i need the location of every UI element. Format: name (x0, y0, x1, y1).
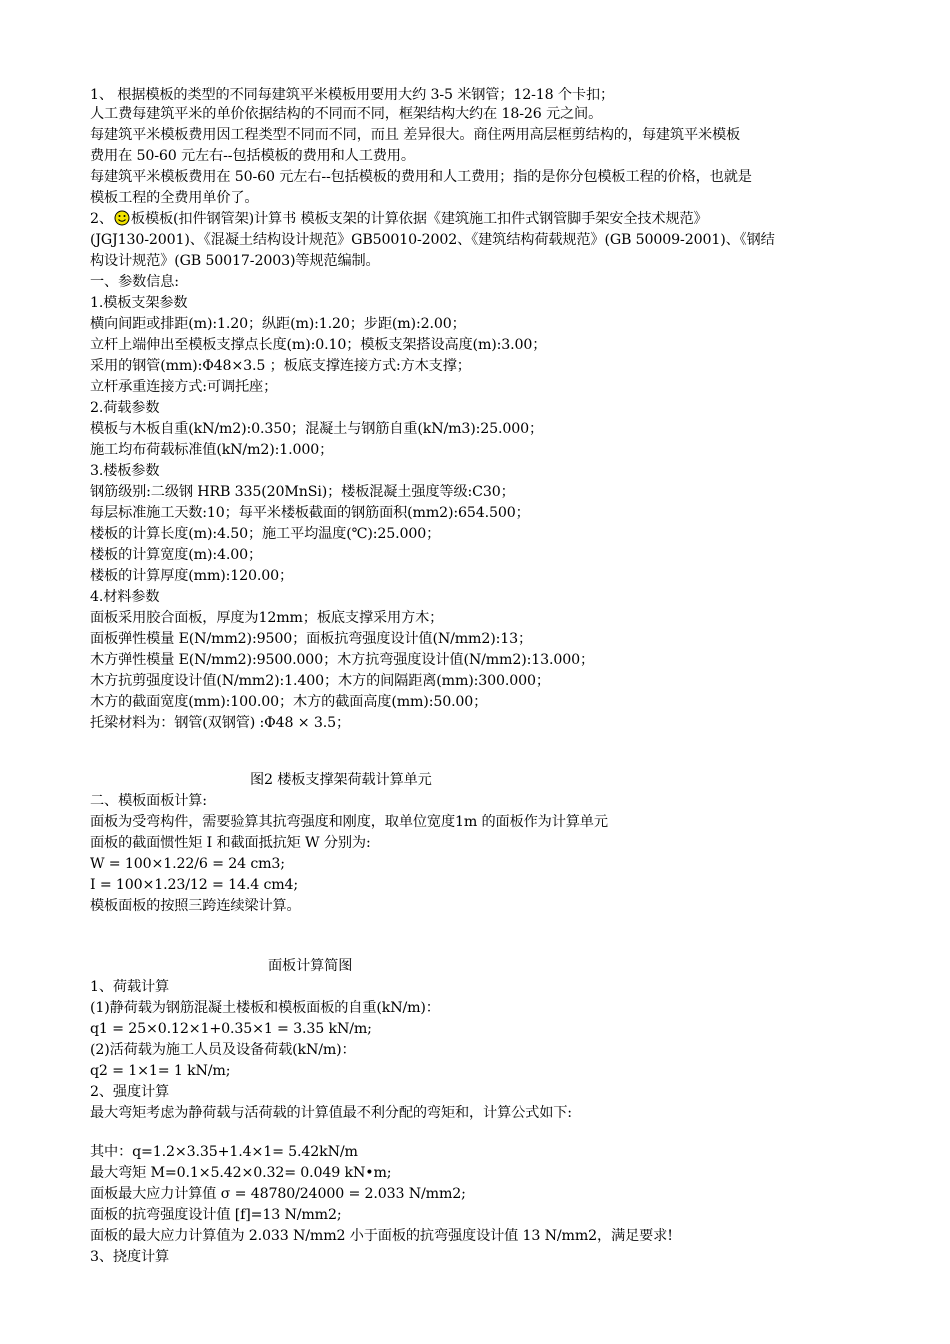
param-line: 立杆上端伸出至模板支撑点长度(m):0.10；模板支架搭设高度(m):3.00； (90, 337, 547, 353)
param-line: 横向间距或排距(m):1.20；纵距(m):1.20；步距(m):2.00； (90, 316, 466, 332)
subsection-heading: 2、强度计算 (90, 1084, 170, 1100)
formula-line: 面板的抗弯强度设计值 [f]=13 N/mm2; (90, 1207, 342, 1223)
paragraph-line: 人工费每建筑平米的单价依据结构的不同而不同，框架结构大约在 18-26 元之间。 (90, 106, 603, 122)
param-line: 面板弹性模量 E(N/mm2):9500；面板抗弯强度设计值(N/mm2):13； (90, 631, 533, 647)
formula-line: 其中：q=1.2×3.35+1.4×1= 5.42kN/m (90, 1144, 358, 1160)
param-line: 采用的钢管(mm):Φ48×3.5 ；板底支撑连接方式:方木支撑； (90, 358, 471, 374)
paragraph-line: (1)静荷载为钢筋混凝土楼板和模板面板的自重(kN/m)： (90, 1000, 440, 1016)
param-line: 托梁材料为：钢管(双钢管) :Φ48 × 3.5； (90, 715, 351, 731)
formula-line: W = 100×1.22/6 = 24 cm3; (90, 856, 285, 872)
formula-line: I = 100×1.23/12 = 14.4 cm4; (90, 877, 299, 893)
param-line: 楼板的计算宽度(m):4.00； (90, 547, 262, 563)
param-line: 木方抗剪强度设计值(N/mm2):1.400；木方的间隔距离(mm):300.000； (90, 673, 550, 689)
param-line: 楼板的计算厚度(mm):120.00； (90, 568, 294, 584)
paragraph-line: 1、 根据模板的类型的不同每建筑平米模板用要用大约 3-5 米钢管；12-18 个卡扣； (90, 87, 615, 103)
paragraph-line: 费用在 50-60 元左右--包括模板的费用和人工费用。 (90, 148, 415, 164)
paragraph-line: 面板的最大应力计算值为 2.033 N/mm2 小于面板的抗弯强度设计值 13 N/mm2，满足要求! (90, 1228, 673, 1244)
formula-line: 最大弯矩 M=0.1×5.42×0.32= 0.049 kN•m; (90, 1165, 392, 1181)
paragraph-line: 面板为受弯构件，需要验算其抗弯强度和刚度，取单位宽度1m 的面板作为计算单元 (90, 814, 608, 830)
figure-caption: 面板计算简图 (268, 958, 353, 974)
param-line: 木方弹性模量 E(N/mm2):9500.000；木方抗弯强度设计值(N/mm2):13.000； (90, 652, 594, 668)
formula-line: 面板最大应力计算值 σ = 48780/24000 = 2.033 N/mm2; (90, 1186, 466, 1202)
formula-line: q2 = 1×1= 1 kN/m; (90, 1063, 231, 1079)
subsection-heading: 3、挠度计算 (90, 1249, 170, 1265)
param-line: 木方的截面宽度(mm):100.00；木方的截面高度(mm):50.00； (90, 694, 488, 710)
subsection-heading: 2.荷载参数 (90, 400, 160, 416)
paragraph-line: 每建筑平米模板费用在 50-60 元左右--包括模板的费用和人工费用；指的是你分包模板工程的价格，也就是 (90, 169, 752, 185)
subsection-heading: 3.楼板参数 (90, 463, 160, 479)
paragraph-line: 模板工程的全费用单价了。 (90, 190, 259, 206)
paragraph-line: 面板的截面惯性矩 I 和截面抵抗矩 W 分别为: (90, 835, 371, 851)
paragraph-line: (JGJ130-2001)、《混凝土结构设计规范》GB50010-2002、《建筑结构荷载规范》(GB 50009-2001)、《钢结 (90, 232, 775, 248)
paragraph-line: 每建筑平米模板费用因工程类型不同而不同，而且 差异很大。商住两用高层框剪结构的，每建筑平米模板 (90, 127, 741, 143)
smiley-face-icon (114, 210, 130, 226)
section-title-text: 板模板(扣件钢管架)计算书 模板支架的计算依据《建筑施工扣件式钢管脚手架安全技术规范》 (130, 211, 708, 227)
param-line: 模板与木板自重(kN/m2):0.350；混凝土与钢筋自重(kN/m3):25.000； (90, 421, 544, 437)
subsection-heading: 4.材料参数 (90, 589, 160, 605)
paragraph-line: 模板面板的按照三跨连续梁计算。 (90, 898, 301, 914)
subsection-heading: 1、荷载计算 (90, 979, 170, 995)
param-line: 每层标准施工天数:10；每平米楼板截面的钢筋面积(mm2):654.500； (90, 505, 530, 521)
paragraph-line: 最大弯矩考虑为静荷载与活荷载的计算值最不利分配的弯矩和，计算公式如下: (90, 1105, 572, 1121)
param-line: 钢筋级别:二级钢 HRB 335(20MnSi)；楼板混凝土强度等级:C30； (90, 484, 515, 500)
param-line: 面板采用胶合面板，厚度为12mm；板底支撑采用方木； (90, 610, 444, 626)
paragraph-line: (2)活荷载为施工人员及设备荷载(kN/m)： (90, 1042, 356, 1058)
section-heading: 一、参数信息: (90, 274, 179, 290)
param-line: 施工均布荷载标准值(kN/m2):1.000； (90, 442, 334, 458)
formula-line: q1 = 25×0.12×1+0.35×1 = 3.35 kN/m; (90, 1021, 372, 1037)
subsection-heading: 1.模板支架参数 (90, 295, 188, 311)
paragraph-line: 构设计规范》(GB 50017-2003)等规范编制。 (90, 253, 380, 269)
figure-caption: 图2 楼板支撑架荷载计算单元 (250, 772, 432, 788)
section-number: 2、 (90, 211, 113, 227)
section-heading: 二、模板面板计算: (90, 793, 207, 809)
paragraph-line-with-icon (90, 210, 708, 229)
param-line: 立杆承重连接方式:可调托座； (90, 379, 278, 395)
param-line: 楼板的计算长度(m):4.50；施工平均温度(℃):25.000； (90, 526, 441, 542)
